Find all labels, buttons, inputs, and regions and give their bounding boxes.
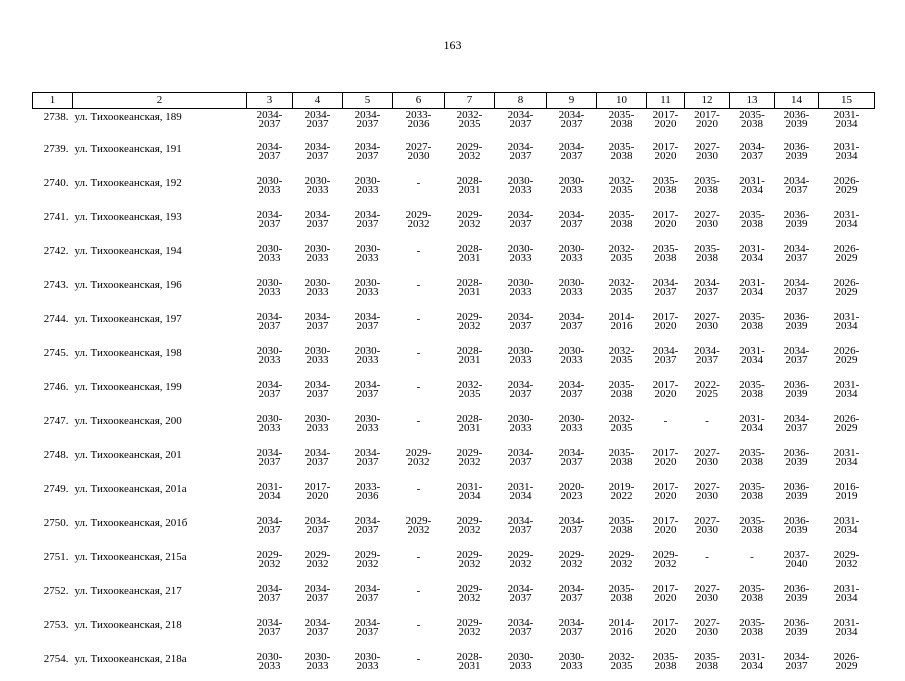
year-range-cell: 2034- 2037 — [293, 443, 343, 477]
year-range-cell: 2035- 2038 — [597, 205, 647, 239]
address-cell: ул. Тихоокеанская, 218а — [73, 647, 247, 681]
year-range-cell: 2034- 2037 — [343, 375, 393, 409]
year-range-cell: 2034- 2037 — [685, 273, 730, 307]
year-range-cell: 2029- 2032 — [393, 511, 445, 545]
table-row — [33, 137, 875, 171]
year-range-cell: 2034- 2037 — [343, 511, 393, 545]
row-number: 2747. — [33, 409, 73, 443]
year-range-cell: 2034- 2037 — [547, 613, 597, 647]
year-range-cell: 2029- 2032 — [597, 545, 647, 579]
year-range-cell: 2030- 2033 — [495, 647, 547, 681]
year-range-cell: 2034- 2037 — [247, 511, 293, 545]
column-header: 2 — [73, 93, 247, 109]
header-row — [33, 93, 875, 109]
year-range-cell: 2029- 2032 — [547, 545, 597, 579]
table-row — [33, 409, 875, 443]
year-range-cell: 2035- 2038 — [730, 613, 775, 647]
year-range-cell: 2017- 2020 — [293, 477, 343, 511]
year-range-cell: 2034- 2037 — [495, 109, 547, 138]
table-row — [33, 443, 875, 477]
row-number: 2739. — [33, 137, 73, 171]
table-row — [33, 109, 875, 138]
year-range-cell: 2030- 2033 — [343, 341, 393, 375]
row-number: 2753. — [33, 613, 73, 647]
year-range-cell: 2030- 2033 — [547, 341, 597, 375]
year-range-cell: 2034- 2037 — [293, 579, 343, 613]
year-range-cell: 2016- 2019 — [819, 477, 875, 511]
year-range-cell: 2035- 2038 — [597, 511, 647, 545]
year-range-cell: 2033- 2036 — [393, 109, 445, 138]
year-range-cell: 2035- 2038 — [647, 171, 685, 205]
year-range-cell: 2017- 2020 — [647, 307, 685, 341]
table-row — [33, 647, 875, 681]
year-range-cell: 2017- 2020 — [647, 477, 685, 511]
year-range-cell: - — [685, 545, 730, 579]
year-range-cell: 2034- 2037 — [547, 375, 597, 409]
year-range-cell: 2034- 2037 — [247, 579, 293, 613]
year-range-cell: - — [393, 375, 445, 409]
year-range-cell: 2030- 2033 — [247, 341, 293, 375]
year-range-cell: 2030- 2033 — [293, 647, 343, 681]
year-range-cell: 2030- 2033 — [495, 409, 547, 443]
year-range-cell: 2034- 2037 — [293, 511, 343, 545]
column-header: 8 — [495, 93, 547, 109]
address-cell: ул. Тихоокеанская, 197 — [73, 307, 247, 341]
year-range-cell: 2035- 2038 — [730, 511, 775, 545]
year-range-cell: 2030- 2033 — [293, 239, 343, 273]
year-range-cell: 2034- 2037 — [775, 409, 819, 443]
year-range-cell: 2034- 2037 — [495, 511, 547, 545]
table-row — [33, 205, 875, 239]
year-range-cell: - — [393, 171, 445, 205]
year-range-cell: 2029- 2032 — [445, 137, 495, 171]
year-range-cell: 2034- 2037 — [547, 511, 597, 545]
year-range-cell: - — [393, 307, 445, 341]
year-range-cell: 2034- 2037 — [495, 613, 547, 647]
row-number: 2738. — [33, 109, 73, 138]
year-range-cell: 2034- 2037 — [247, 307, 293, 341]
year-range-cell: 2034- 2037 — [247, 613, 293, 647]
year-range-cell: 2029- 2032 — [445, 545, 495, 579]
year-range-cell: 2031- 2034 — [247, 477, 293, 511]
year-range-cell: 2035- 2038 — [730, 307, 775, 341]
year-range-cell: 2030- 2033 — [547, 171, 597, 205]
year-range-cell: 2030- 2033 — [547, 239, 597, 273]
table-row — [33, 477, 875, 511]
year-range-cell: 2026- 2029 — [819, 341, 875, 375]
column-header: 13 — [730, 93, 775, 109]
year-range-cell: 2027- 2030 — [685, 137, 730, 171]
year-range-cell: 2028- 2031 — [445, 273, 495, 307]
year-range-cell: 2029- 2032 — [445, 205, 495, 239]
year-range-cell: - — [685, 409, 730, 443]
year-range-cell: 2035- 2038 — [730, 205, 775, 239]
year-range-cell: 2035- 2038 — [597, 443, 647, 477]
year-range-cell: 2030- 2033 — [547, 409, 597, 443]
year-range-cell: 2031- 2034 — [819, 511, 875, 545]
year-range-cell: 2017- 2020 — [647, 579, 685, 613]
year-range-cell: 2034- 2037 — [343, 443, 393, 477]
year-range-cell: 2027- 2030 — [685, 443, 730, 477]
year-range-cell: 2034- 2037 — [495, 307, 547, 341]
year-range-cell: 2026- 2029 — [819, 171, 875, 205]
year-range-cell: 2030- 2033 — [547, 273, 597, 307]
table-row — [33, 579, 875, 613]
year-range-cell: 2030- 2033 — [247, 171, 293, 205]
address-cell: ул. Тихоокеанская, 194 — [73, 239, 247, 273]
year-range-cell: 2034- 2037 — [293, 137, 343, 171]
year-range-cell: 2030- 2033 — [293, 341, 343, 375]
column-header: 3 — [247, 93, 293, 109]
year-range-cell: - — [393, 545, 445, 579]
year-range-cell: 2017- 2020 — [647, 613, 685, 647]
year-range-cell: 2020- 2023 — [547, 477, 597, 511]
row-number: 2754. — [33, 647, 73, 681]
year-range-cell: 2029- 2032 — [819, 545, 875, 579]
year-range-cell: 2035- 2038 — [597, 109, 647, 138]
year-range-cell: 2036- 2039 — [775, 579, 819, 613]
year-range-cell: 2036- 2039 — [775, 443, 819, 477]
year-range-cell: 2036- 2039 — [775, 613, 819, 647]
year-range-cell: 2034- 2037 — [343, 613, 393, 647]
year-range-cell: 2028- 2031 — [445, 341, 495, 375]
year-range-cell: 2034- 2037 — [775, 647, 819, 681]
year-range-cell: 2017- 2020 — [647, 375, 685, 409]
year-range-cell: 2032- 2035 — [597, 171, 647, 205]
address-cell: ул. Тихоокеанская, 201 — [73, 443, 247, 477]
year-range-cell: 2031- 2034 — [445, 477, 495, 511]
year-range-cell: 2031- 2034 — [819, 205, 875, 239]
year-range-cell: 2031- 2034 — [819, 109, 875, 138]
year-range-cell: 2035- 2038 — [730, 477, 775, 511]
year-range-cell: 2034- 2037 — [775, 273, 819, 307]
column-header: 4 — [293, 93, 343, 109]
year-range-cell: 2031- 2034 — [819, 579, 875, 613]
year-range-cell: 2035- 2038 — [685, 647, 730, 681]
year-range-cell: - — [393, 647, 445, 681]
year-range-cell: 2035- 2038 — [685, 239, 730, 273]
year-range-cell: 2031- 2034 — [730, 273, 775, 307]
year-range-cell: 2034- 2037 — [247, 137, 293, 171]
year-range-cell: 2034- 2037 — [293, 375, 343, 409]
year-range-cell: 2034- 2037 — [775, 171, 819, 205]
year-range-cell: 2019- 2022 — [597, 477, 647, 511]
year-range-cell: 2034- 2037 — [730, 137, 775, 171]
year-range-cell: 2029- 2032 — [445, 613, 495, 647]
address-cell: ул. Тихоокеанская, 193 — [73, 205, 247, 239]
year-range-cell: 2034- 2037 — [647, 341, 685, 375]
year-range-cell: 2027- 2030 — [685, 205, 730, 239]
year-range-cell: 2034- 2037 — [247, 109, 293, 138]
year-range-cell: 2031- 2034 — [730, 409, 775, 443]
row-number: 2745. — [33, 341, 73, 375]
year-range-cell: 2026- 2029 — [819, 409, 875, 443]
year-range-cell: 2022- 2025 — [685, 375, 730, 409]
column-header: 14 — [775, 93, 819, 109]
year-range-cell: 2017- 2020 — [647, 443, 685, 477]
year-range-cell: 2034- 2037 — [495, 137, 547, 171]
year-range-cell: 2029- 2032 — [247, 545, 293, 579]
year-range-cell: - — [393, 409, 445, 443]
year-range-cell: 2032- 2035 — [597, 341, 647, 375]
row-number: 2743. — [33, 273, 73, 307]
year-range-cell: 2036- 2039 — [775, 307, 819, 341]
row-number: 2751. — [33, 545, 73, 579]
year-range-cell: 2017- 2020 — [647, 205, 685, 239]
year-range-cell: 2032- 2035 — [597, 273, 647, 307]
year-range-cell: 2030- 2033 — [343, 647, 393, 681]
year-range-cell: 2026- 2029 — [819, 273, 875, 307]
year-range-cell: 2034- 2037 — [293, 109, 343, 138]
row-number: 2741. — [33, 205, 73, 239]
year-range-cell: 2030- 2033 — [495, 273, 547, 307]
table-row — [33, 307, 875, 341]
row-number: 2748. — [33, 443, 73, 477]
address-cell: ул. Тихоокеанская, 189 — [73, 109, 247, 138]
year-range-cell: 2031- 2034 — [819, 613, 875, 647]
year-range-cell: 2034- 2037 — [247, 205, 293, 239]
row-number: 2752. — [33, 579, 73, 613]
year-range-cell: 2035- 2038 — [730, 109, 775, 138]
year-range-cell: 2035- 2038 — [647, 239, 685, 273]
year-range-cell: 2034- 2037 — [495, 443, 547, 477]
year-range-cell: 2034- 2037 — [775, 341, 819, 375]
year-range-cell: 2031- 2034 — [730, 171, 775, 205]
address-cell: ул. Тихоокеанская, 191 — [73, 137, 247, 171]
year-range-cell: 2031- 2034 — [819, 443, 875, 477]
year-range-cell: 2030- 2033 — [495, 171, 547, 205]
year-range-cell: 2031- 2034 — [730, 341, 775, 375]
year-range-cell: 2034- 2037 — [547, 443, 597, 477]
year-range-cell: 2029- 2032 — [393, 443, 445, 477]
year-range-cell: 2034- 2037 — [343, 205, 393, 239]
year-range-cell: 2035- 2038 — [730, 375, 775, 409]
year-range-cell: - — [393, 579, 445, 613]
year-range-cell: 2032- 2035 — [445, 109, 495, 138]
year-range-cell: 2017- 2020 — [647, 137, 685, 171]
address-cell: ул. Тихоокеанская, 201а — [73, 477, 247, 511]
year-range-cell: - — [393, 239, 445, 273]
year-range-cell: 2034- 2037 — [293, 613, 343, 647]
year-range-cell: 2034- 2037 — [343, 137, 393, 171]
year-range-cell: 2034- 2037 — [247, 375, 293, 409]
address-cell: ул. Тихоокеанская, 200 — [73, 409, 247, 443]
column-header: 15 — [819, 93, 875, 109]
schedule-table — [32, 92, 875, 681]
year-range-cell: 2035- 2038 — [647, 647, 685, 681]
year-range-cell: 2035- 2038 — [685, 171, 730, 205]
address-cell: ул. Тихоокеанская, 201б — [73, 511, 247, 545]
year-range-cell: 2036- 2039 — [775, 477, 819, 511]
address-cell: ул. Тихоокеанская, 192 — [73, 171, 247, 205]
column-header: 12 — [685, 93, 730, 109]
year-range-cell: 2035- 2038 — [597, 137, 647, 171]
year-range-cell: 2031- 2034 — [819, 307, 875, 341]
page-number: 163 — [0, 38, 905, 53]
year-range-cell: 2029- 2032 — [393, 205, 445, 239]
row-number: 2749. — [33, 477, 73, 511]
year-range-cell: 2035- 2038 — [730, 443, 775, 477]
year-range-cell: 2017- 2020 — [647, 109, 685, 138]
address-cell: ул. Тихоокеанская, 196 — [73, 273, 247, 307]
address-cell: ул. Тихоокеанская, 215а — [73, 545, 247, 579]
year-range-cell: 2027- 2030 — [685, 579, 730, 613]
year-range-cell: 2034- 2037 — [495, 579, 547, 613]
row-number: 2750. — [33, 511, 73, 545]
year-range-cell: 2034- 2037 — [647, 273, 685, 307]
year-range-cell: 2028- 2031 — [445, 171, 495, 205]
year-range-cell: 2029- 2032 — [647, 545, 685, 579]
year-range-cell: 2034- 2037 — [775, 239, 819, 273]
year-range-cell: 2028- 2031 — [445, 409, 495, 443]
year-range-cell: 2034- 2037 — [343, 579, 393, 613]
year-range-cell: 2034- 2037 — [293, 205, 343, 239]
column-header: 7 — [445, 93, 495, 109]
year-range-cell: 2030- 2033 — [495, 239, 547, 273]
year-range-cell: 2032- 2035 — [445, 375, 495, 409]
table-row — [33, 239, 875, 273]
year-range-cell: 2031- 2034 — [819, 375, 875, 409]
year-range-cell: 2030- 2033 — [247, 239, 293, 273]
year-range-cell: 2035- 2038 — [597, 579, 647, 613]
year-range-cell: 2034- 2037 — [343, 307, 393, 341]
address-cell: ул. Тихоокеанская, 217 — [73, 579, 247, 613]
year-range-cell: 2030- 2033 — [247, 273, 293, 307]
year-range-cell: 2032- 2035 — [597, 409, 647, 443]
year-range-cell: 2034- 2037 — [343, 109, 393, 138]
year-range-cell: 2030- 2033 — [293, 409, 343, 443]
year-range-cell: 2036- 2039 — [775, 511, 819, 545]
year-range-cell: 2014- 2016 — [597, 613, 647, 647]
column-header: 1 — [33, 93, 73, 109]
year-range-cell: - — [393, 273, 445, 307]
year-range-cell: 2036- 2039 — [775, 205, 819, 239]
year-range-cell: 2029- 2032 — [445, 307, 495, 341]
year-range-cell: 2030- 2033 — [247, 409, 293, 443]
year-range-cell: 2017- 2020 — [685, 109, 730, 138]
year-range-cell: 2027- 2030 — [685, 477, 730, 511]
table-row — [33, 511, 875, 545]
year-range-cell: 2027- 2030 — [685, 613, 730, 647]
column-header: 9 — [547, 93, 597, 109]
year-range-cell: 2030- 2033 — [293, 171, 343, 205]
year-range-cell: 2030- 2033 — [247, 647, 293, 681]
year-range-cell: - — [647, 409, 685, 443]
year-range-cell: 2027- 2030 — [393, 137, 445, 171]
year-range-cell: 2029- 2032 — [445, 443, 495, 477]
row-number: 2746. — [33, 375, 73, 409]
year-range-cell: 2031- 2034 — [730, 647, 775, 681]
address-cell: ул. Тихоокеанская, 199 — [73, 375, 247, 409]
year-range-cell: 2017- 2020 — [647, 511, 685, 545]
address-cell: ул. Тихоокеанская, 198 — [73, 341, 247, 375]
year-range-cell: 2029- 2032 — [445, 511, 495, 545]
year-range-cell: 2031- 2034 — [495, 477, 547, 511]
year-range-cell: 2035- 2038 — [730, 579, 775, 613]
year-range-cell: - — [393, 613, 445, 647]
column-header: 11 — [647, 93, 685, 109]
year-range-cell: 2031- 2034 — [730, 239, 775, 273]
year-range-cell: 2029- 2032 — [343, 545, 393, 579]
year-range-cell: 2028- 2031 — [445, 647, 495, 681]
year-range-cell: 2034- 2037 — [547, 109, 597, 138]
address-cell: ул. Тихоокеанская, 218 — [73, 613, 247, 647]
year-range-cell: 2026- 2029 — [819, 239, 875, 273]
column-header: 6 — [393, 93, 445, 109]
year-range-cell: 2030- 2033 — [343, 171, 393, 205]
year-range-cell: 2034- 2037 — [247, 443, 293, 477]
year-range-cell: 2034- 2037 — [547, 137, 597, 171]
year-range-cell: 2036- 2039 — [775, 137, 819, 171]
table-row — [33, 545, 875, 579]
year-range-cell: 2030- 2033 — [293, 273, 343, 307]
year-range-cell: 2032- 2035 — [597, 239, 647, 273]
year-range-cell: 2034- 2037 — [547, 307, 597, 341]
table-row — [33, 613, 875, 647]
year-range-cell: 2014- 2016 — [597, 307, 647, 341]
year-range-cell: - — [730, 545, 775, 579]
year-range-cell: 2028- 2031 — [445, 239, 495, 273]
year-range-cell: 2027- 2030 — [685, 511, 730, 545]
year-range-cell: 2037- 2040 — [775, 545, 819, 579]
year-range-cell: 2035- 2038 — [597, 375, 647, 409]
year-range-cell: 2034- 2037 — [495, 375, 547, 409]
table-body — [33, 109, 875, 681]
table-row — [33, 375, 875, 409]
row-number: 2740. — [33, 171, 73, 205]
year-range-cell: 2030- 2033 — [547, 647, 597, 681]
year-range-cell: 2036- 2039 — [775, 375, 819, 409]
year-range-cell: 2034- 2037 — [293, 307, 343, 341]
year-range-cell: 2029- 2032 — [495, 545, 547, 579]
year-range-cell: - — [393, 341, 445, 375]
year-range-cell: 2027- 2030 — [685, 307, 730, 341]
year-range-cell: 2032- 2035 — [597, 647, 647, 681]
year-range-cell: 2030- 2033 — [495, 341, 547, 375]
year-range-cell: 2034- 2037 — [495, 205, 547, 239]
year-range-cell: 2034- 2037 — [547, 205, 597, 239]
column-header: 5 — [343, 93, 393, 109]
year-range-cell: 2031- 2034 — [819, 137, 875, 171]
row-number: 2744. — [33, 307, 73, 341]
year-range-cell: 2029- 2032 — [445, 579, 495, 613]
year-range-cell: 2036- 2039 — [775, 109, 819, 138]
year-range-cell: 2026- 2029 — [819, 647, 875, 681]
table-row — [33, 273, 875, 307]
year-range-cell: - — [393, 477, 445, 511]
year-range-cell: 2030- 2033 — [343, 273, 393, 307]
row-number: 2742. — [33, 239, 73, 273]
year-range-cell: 2033- 2036 — [343, 477, 393, 511]
year-range-cell: 2030- 2033 — [343, 409, 393, 443]
year-range-cell: 2034- 2037 — [685, 341, 730, 375]
year-range-cell: 2030- 2033 — [343, 239, 393, 273]
column-header: 10 — [597, 93, 647, 109]
year-range-cell: 2034- 2037 — [547, 579, 597, 613]
year-range-cell: 2029- 2032 — [293, 545, 343, 579]
table-row — [33, 341, 875, 375]
table-row — [33, 171, 875, 205]
